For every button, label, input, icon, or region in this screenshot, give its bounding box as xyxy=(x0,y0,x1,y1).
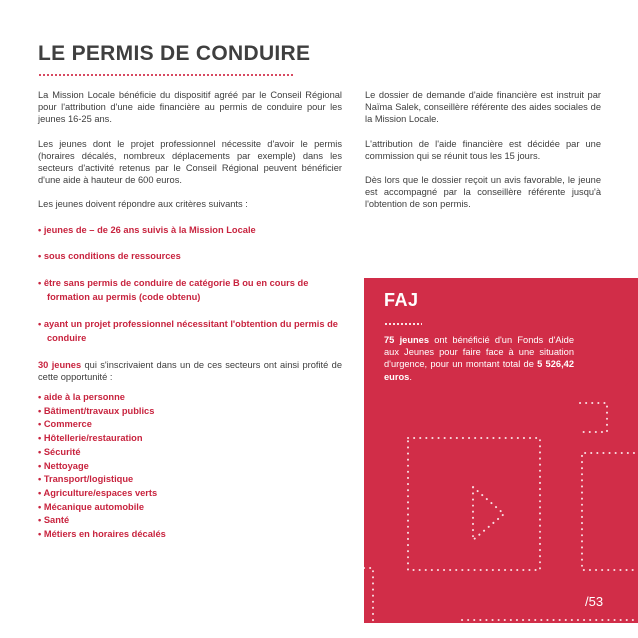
sector-item: • Sécurité xyxy=(38,446,342,460)
page-title: LE PERMIS DE CONDUIRE xyxy=(38,42,311,65)
right-column xyxy=(365,89,601,211)
commission-paragraph: L'attribution de l'aide financière est décidée par une commission qui se réunit tous les 15 jours. xyxy=(365,138,601,161)
sector-item: • Hôtellerie/restauration xyxy=(38,432,342,446)
page-number: /53 xyxy=(585,594,604,609)
accompaniment-paragraph: Dès lors que le dossier reçoit un avis favorable, le jeune est accompagné par la conseillère référente jusqu'à l'obtention de son permis. xyxy=(365,175,601,210)
title-dotted-underline xyxy=(38,74,294,76)
faj-count: 75 jeunes xyxy=(384,335,430,345)
sector-item: • aide à la personne xyxy=(38,391,342,405)
criteria-item: • sous conditions de ressources xyxy=(38,249,342,264)
faj-period: . xyxy=(409,371,412,382)
eligibility-paragraph: Les jeunes dont le projet professionnel nécessite d'avoir le permis (horaires décalés, nombreux déplacements par exemple) dans les secteurs d'activité retenus par le Conseil Régional peuvent bénéficier d'une aide à hauteur de 600 euros. xyxy=(38,138,342,186)
results-paragraph xyxy=(38,359,342,383)
sector-item: • Mécanique automobile xyxy=(38,501,342,515)
sector-item: • Santé xyxy=(38,514,342,528)
faj-amount: 5 526,42 euros xyxy=(384,359,574,382)
faj-panel xyxy=(364,278,638,623)
sector-item: • Métiers en horaires décalés xyxy=(38,528,342,542)
faj-dotted-underline xyxy=(384,323,422,325)
sector-item: • Bâtiment/travaux publics xyxy=(38,405,342,419)
criteria-item: • être sans permis de conduire de catégorie B ou en cours de formation au permis (code obtenu) xyxy=(38,276,342,305)
dossier-paragraph: Le dossier de demande d'aide financière est instruit par Naïma Salek, conseillère référente des aides sociales de la Mission Locale. xyxy=(365,90,601,125)
left-column xyxy=(38,89,342,542)
intro-paragraph: La Mission Locale bénéficie du dispositif agréé par le Conseil Régional pour l'attribution d'une aide financière au permis de conduire pour les jeunes 16-25 ans. xyxy=(38,90,342,125)
sectors-list xyxy=(38,391,342,542)
arrow-right-icon xyxy=(625,358,638,386)
sector-item: • Agriculture/espaces verts xyxy=(38,487,342,501)
faj-title: FAJ xyxy=(384,290,419,310)
criteria-intro: Les jeunes doivent répondre aux critères suivants : xyxy=(38,199,248,210)
faj-text xyxy=(384,334,574,383)
faj-description: ont bénéficié d'un Fonds d'Aide aux Jeunes pour faire face à une situation d'urgence, pour un montant total de xyxy=(384,335,574,370)
results-text: qui s'inscrivaient dans un de ces secteurs ont ainsi profité de cette opportunité : xyxy=(38,359,342,382)
sector-item: • Commerce xyxy=(38,418,342,432)
results-count: 30 jeunes xyxy=(38,359,82,370)
criteria-item: • jeunes de – de 26 ans suivis à la Mission Locale xyxy=(38,223,342,238)
sector-item: • Transport/logistique xyxy=(38,473,342,487)
play-button-pattern-icon xyxy=(364,278,638,623)
criteria-item: • ayant un projet professionnel nécessitant l'obtention du permis de conduire xyxy=(38,317,342,346)
sector-item: • Nettoyage xyxy=(38,460,342,474)
criteria-list xyxy=(38,223,342,346)
